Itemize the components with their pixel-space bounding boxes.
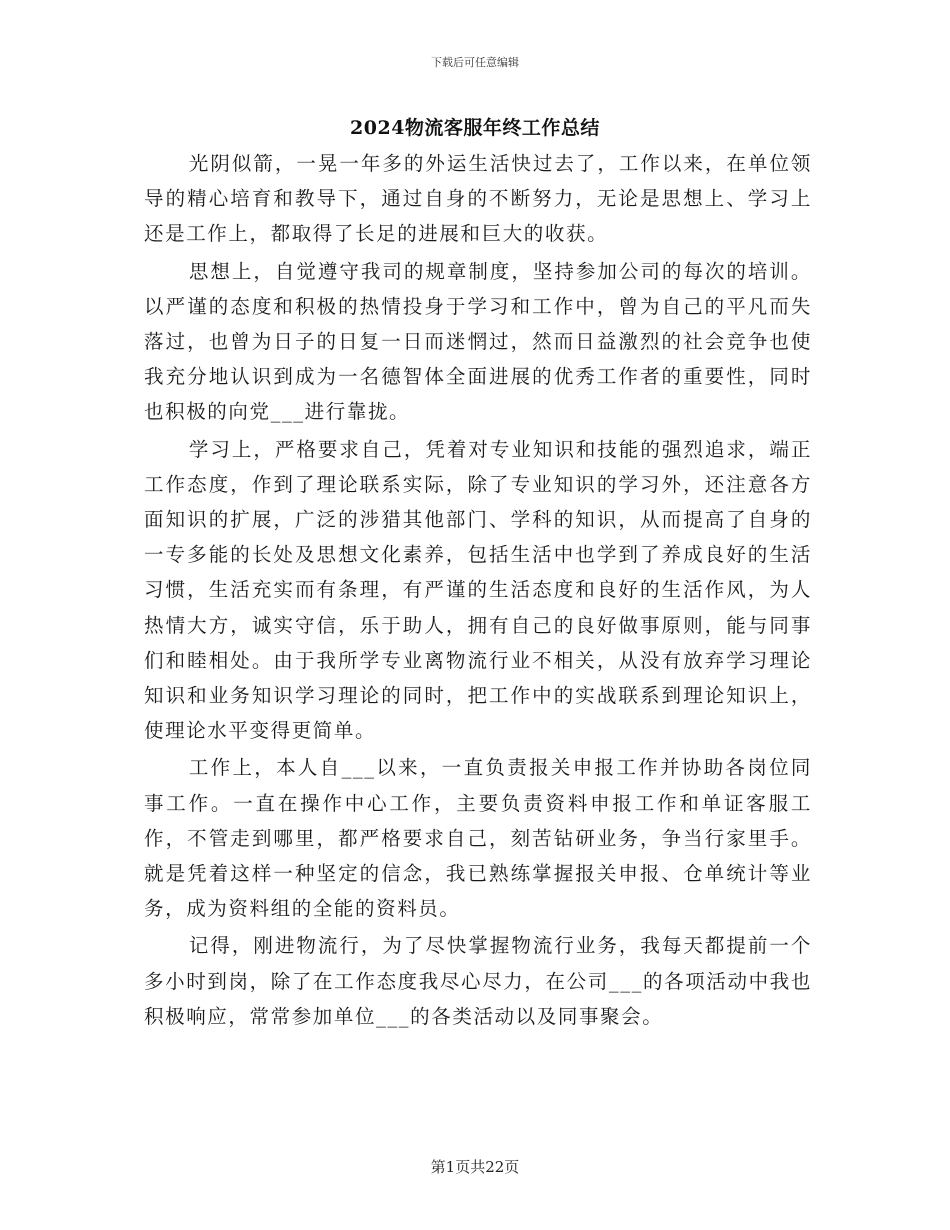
paragraph-memory: 记得，刚进物流行，为了尽快掌握物流行业务，我每天都提前一个多小时到岗，除了在工作态度我尽心尽力，在公司___的各项活动中我也积极响应，常常参加单位___的各类活动以及同事聚会。	[144, 934, 812, 1028]
paragraph-intro: 光阴似箭，一晃一年多的外运生活快过去了，工作以来，在单位领导的精心培育和教导下，通过自身的不断努力，无论是思想上、学习上还是工作上，都取得了长足的进展和巨大的收获。	[144, 152, 812, 246]
page-header-note: 下载后可任意编辑	[431, 56, 519, 69]
document-body	[144, 146, 812, 1036]
document-title: 2024物流客服年终工作总结	[350, 117, 600, 139]
paragraph-study: 学习上，严格要求自己，凭着对专业知识和技能的强烈追求，端正工作态度，作到了理论联系实际，除了专业知识的学习外，还注意各方面知识的扩展，广泛的涉猎其他部门、学科的知识，从而提高了自身的一专多能的长处及思想文化素养，包括生活中也学到了养成良好的生活习惯，生活充实而有条理，有严谨的生活态度和良好的生活作风，为人热情大方，诚实守信，乐于助人，拥有自己的良好做事原则，能与同事们和睦相处。由于我所学专业离物流行业不相关，从没有放弃学习理论知识和业务知识学习理论的同时，把工作中的实战联系到理论知识上，使理论水平变得更简单。	[144, 437, 812, 743]
paragraph-work: 工作上，本人自___以来，一直负责报关申报工作并协助各岗位同事工作。一直在操作中心工作，主要负责资料申报工作和单证客服工作，不管走到哪里，都严格要求自己，刻苦钻研业务，争当行家里手。就是凭着这样一种坚定的信念，我已熟练掌握报关申报、仓单统计等业务，成为资料组的全能的资料员。	[144, 756, 812, 921]
page-number-footer: 第1页共22页	[430, 1158, 520, 1176]
paragraph-ideology: 思想上，自觉遵守我司的规章制度，坚持参加公司的每次的培训。以严谨的态度和积极的热情投身于学习和工作中，曾为自己的平凡而失落过，也曾为日子的日复一日而迷惘过，然而日益激烈的社会竞争也使我充分地认识到成为一名德智体全面进展的优秀工作者的重要性，同时也积极的向党___进行靠拢。	[144, 259, 812, 424]
